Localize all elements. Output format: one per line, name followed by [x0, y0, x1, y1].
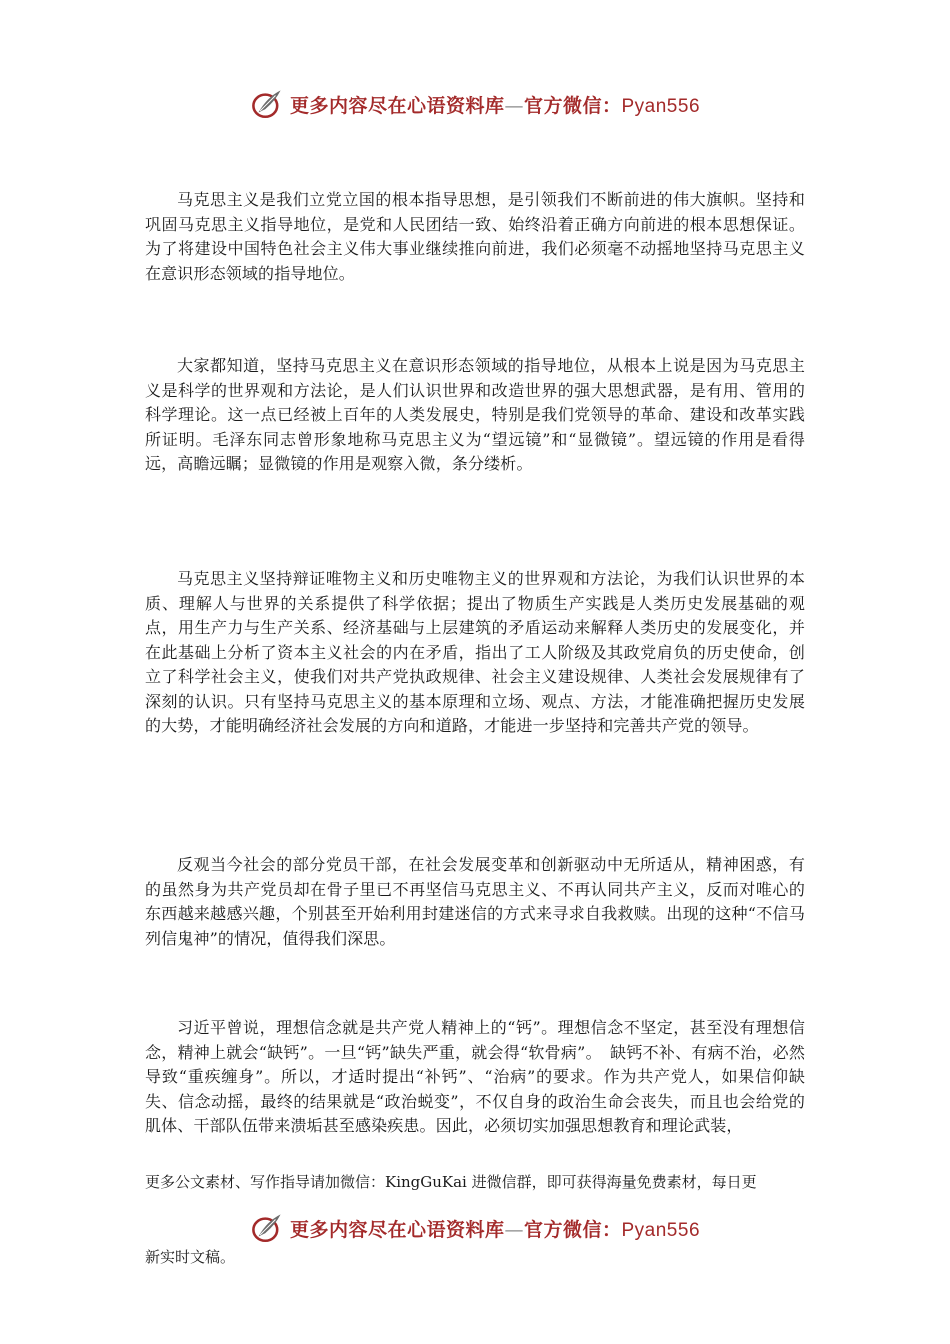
header-banner: [0, 84, 950, 124]
footer-note: 更多公文素材、写作指导请加微信：KingGuKai 进微信群，即可获得海量免费素材，每日更: [145, 1173, 757, 1191]
footer-banner: [0, 1208, 950, 1248]
paragraph-5: 习近平曾说，理想信念就是共产党人精神上的“钙”。理想信念不坚定，甚至没有理想信念，精神上就会“缺钙”。一旦“钙”缺失严重，就会得“软骨病”。 缺钙不补、有病不治，必然导致“重疾缠身”。所以，才适时提出“补钙”、“治病”的要求。作为共产党人，如果信仰缺失、信念动摇，最终的结果就是“政治蜕变”，不仅自身的政治生命会丧失，而且也会给党的肌体、干部队伍带来溃垢甚至感染疾患。因此，必须切实加强思想教育和理论武装，: [145, 1018, 805, 1135]
footer-separator: —: [504, 1218, 524, 1241]
footer-brand-text: 更多内容尽在心语资料库: [289, 1218, 505, 1241]
header-wechat-id: Pyan556: [621, 95, 701, 117]
header-banner-text: [290, 91, 700, 118]
footer-note-continuation: 新实时文稿。: [145, 1248, 236, 1266]
header-separator: —: [504, 94, 524, 117]
quill-pen-logo-icon: [250, 1211, 284, 1245]
quill-pen-logo-icon: [250, 87, 284, 121]
header-brand-text: 更多内容尽在心语资料库: [289, 94, 505, 117]
footer-banner-text: [290, 1215, 700, 1242]
paragraph-1: 马克思主义是我们立党立国的根本指导思想，是引领我们不断前进的伟大旗帜。坚持和巩固马克思主义指导地位，是党和人民团结一致、始终沿着正确方向前进的根本思想保证。为了将建设中国特色社会主义伟大事业继续推向前进，我们必须毫不动摇地坚持马克思主义在意识形态领域的指导地位。: [145, 190, 805, 283]
footer-channel-text: 官方微信：: [523, 1218, 622, 1241]
paragraph-3: 马克思主义坚持辩证唯物主义和历史唯物主义的世界观和方法论，为我们认识世界的本质、理解人与世界的关系提供了科学依据；提出了物质生产实践是人类历史发展基础的观点，用生产力与生产关系、经济基础与上层建筑的矛盾运动来解释人类历史的发展变化，并在此基础上分析了资本主义社会的内在矛盾，指出了工人阶级及其政党肩负的历史使命，创立了科学社会主义，使我们对共产党执政规律、社会主义建设规律、人类社会发展规律有了深刻的认识。只有坚持马克思主义的基本原理和立场、观点、方法，才能准确把握历史发展的大势，才能明确经济社会发展的方向和道路，才能进一步坚持和完善共产党的领导。: [145, 569, 805, 735]
paragraph-2: 大家都知道，坚持马克思主义在意识形态领域的指导地位，从根本上说是因为马克思主义是科学的世界观和方法论，是人们认识世界和改造世界的强大思想武器，是有用、管用的科学理论。这一点已经被上百年的人类发展史，特别是我们党领导的革命、建设和改革实践所证明。毛泽东同志曾形象地称马克思主义为“望远镜”和“显微镜”。望远镜的作用是看得远，高瞻远瞩；显微镜的作用是观察入微，条分缕析。: [145, 356, 805, 473]
paragraph-4: 反观当今社会的部分党员干部，在社会发展变革和创新驱动中无所适从，精神困惑，有的虽然身为共产党员却在骨子里已不再坚信马克思主义、不再认同共产主义，反而对唯心的东西越来越感兴趣，个别甚至开始利用封建迷信的方式来寻求自我救赎。出现的这种“不信马列信鬼神”的情况，值得我们深思。: [145, 855, 805, 948]
header-channel-text: 官方微信：: [523, 94, 622, 117]
footer-wechat-id: Pyan556: [621, 1219, 701, 1241]
